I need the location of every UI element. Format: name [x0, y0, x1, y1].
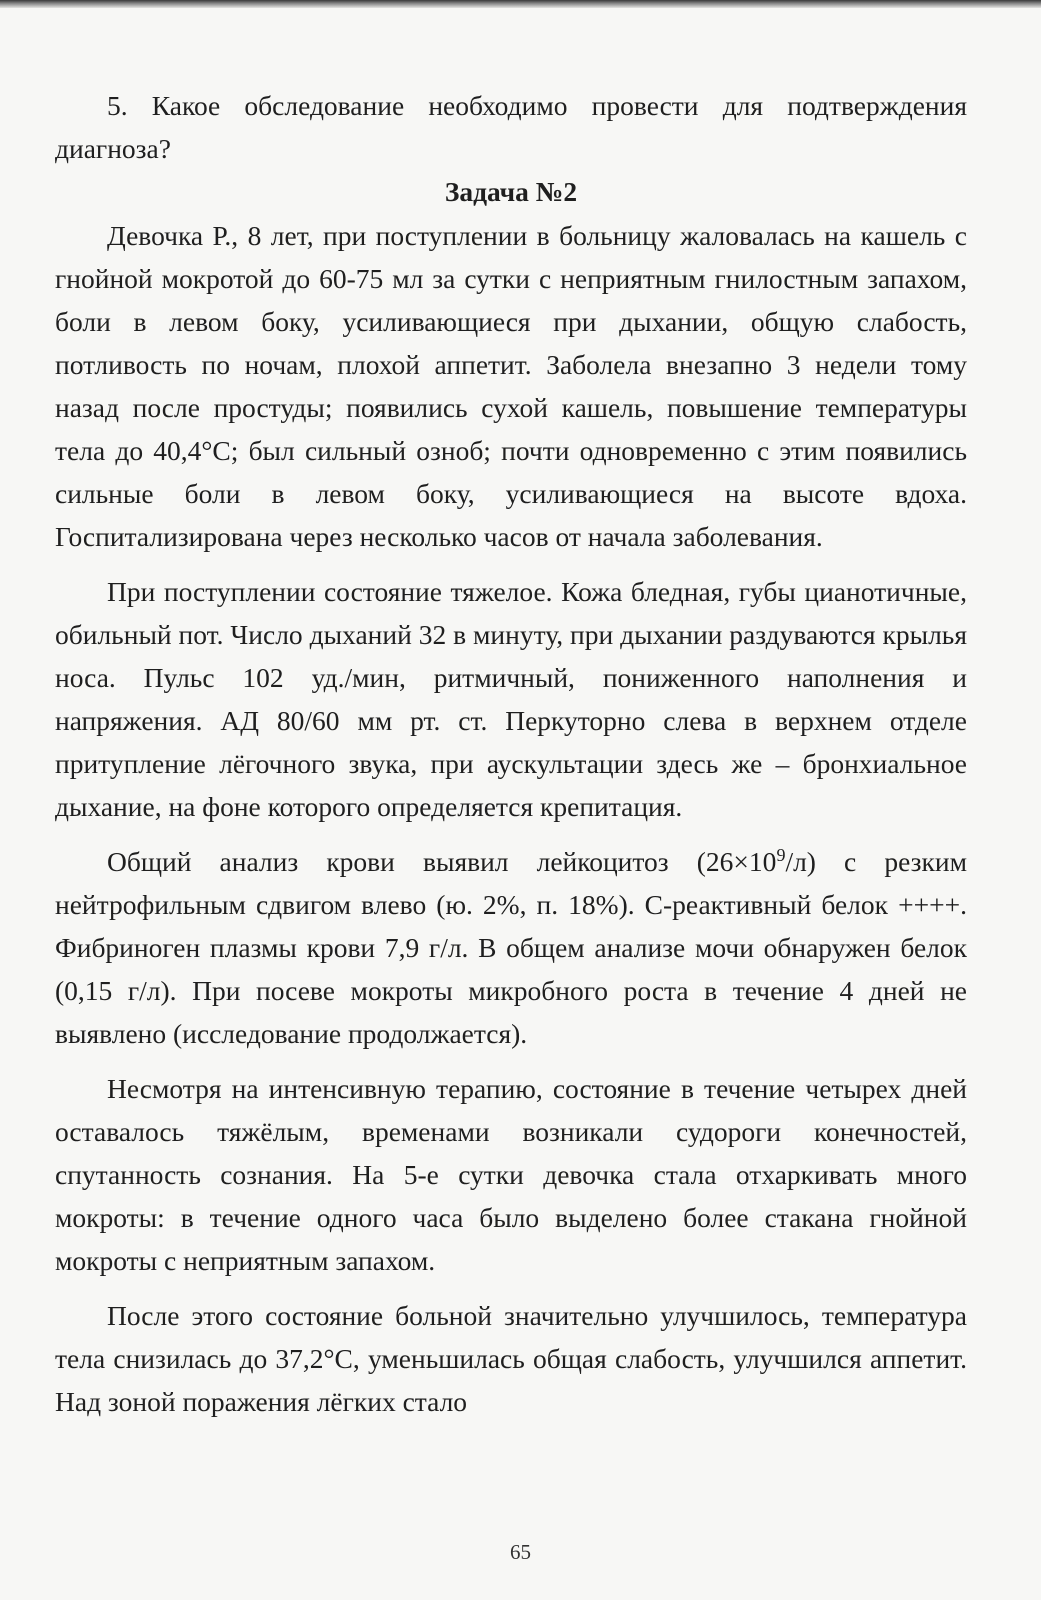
lab-results-text-start: Общий анализ крови выявил лейкоцитоз (26×10 [107, 846, 777, 877]
document-page [55, 84, 967, 1423]
paragraph-treatment-course: Несмотря на интенсивную терапию, состояние в течение четырех дней оставалось тяжёлым, временами возникали судороги конечностей, спутанность сознания. На 5-е сутки девочка стала отхаркивать много мокроты: в течение одного часа было выделено более стакана гнойной мокроты с неприятным запахом. [55, 1073, 967, 1276]
exponent-superscript: 9 [776, 844, 786, 865]
page-number: 65 [510, 1540, 531, 1564]
question-5-text: 5. Какое обследование необходимо провести для подтверждения диагноза? [55, 90, 967, 164]
paragraph-complaints: Девочка Р., 8 лет, при поступлении в больницу жаловалась на кашель с гнойной мокротой до 60-75 мл за сутки с неприятным гнилостным запахом, боли в левом боку, усиливающиеся при дыхании, общую слабость, потливость по ночам, плохой аппетит. Заболела внезапно 3 недели тому назад после простуды; появились сухой кашель, повышение температуры тела до 40,4°С; был сильный озноб; почти одновременно с этим появились сильные боли в левом боку, усиливающиеся на высоте вдоха. Госпитализирована через несколько часов от начала заболевания. [55, 220, 967, 552]
paragraph-lab-results [55, 840, 967, 1055]
lab-results-text-end: /л) с резким нейтрофильным сдвигом влево (ю. 2%, п. 18%). С-реактивный белок ++++. Фибриноген плазмы крови 7,9 г/л. В общем анализе мочи обнаружен белок (0,15 г/л). При посеве мокроты микробного роста в течение 4 дней не выявлено (исследование продолжается). [55, 846, 967, 1049]
paragraph-admission-status: При поступлении состояние тяжелое. Кожа бледная, губы цианотичные, обильный пот. Число дыханий 32 в минуту, при дыхании раздуваются крылья носа. Пульс 102 уд./мин, ритмичный, пониженного наполнения и напряжения. АД 80/60 мм рт. ст. Перкуторно слева в верхнем отделе притупление лёгочного звука, при аускультации здесь же – бронхиальное дыхание, на фоне которого определяется крепитация. [55, 576, 967, 822]
task-heading: Задача №2 [444, 176, 578, 207]
paragraph-improvement: После этого состояние больной значительно улучшилось, температура тела снизилась до 37,2°С, уменьшилась общая слабость, улучшился аппетит. Над зоной поражения лёгких стало [55, 1300, 967, 1417]
scan-top-edge [0, 0, 1041, 8]
